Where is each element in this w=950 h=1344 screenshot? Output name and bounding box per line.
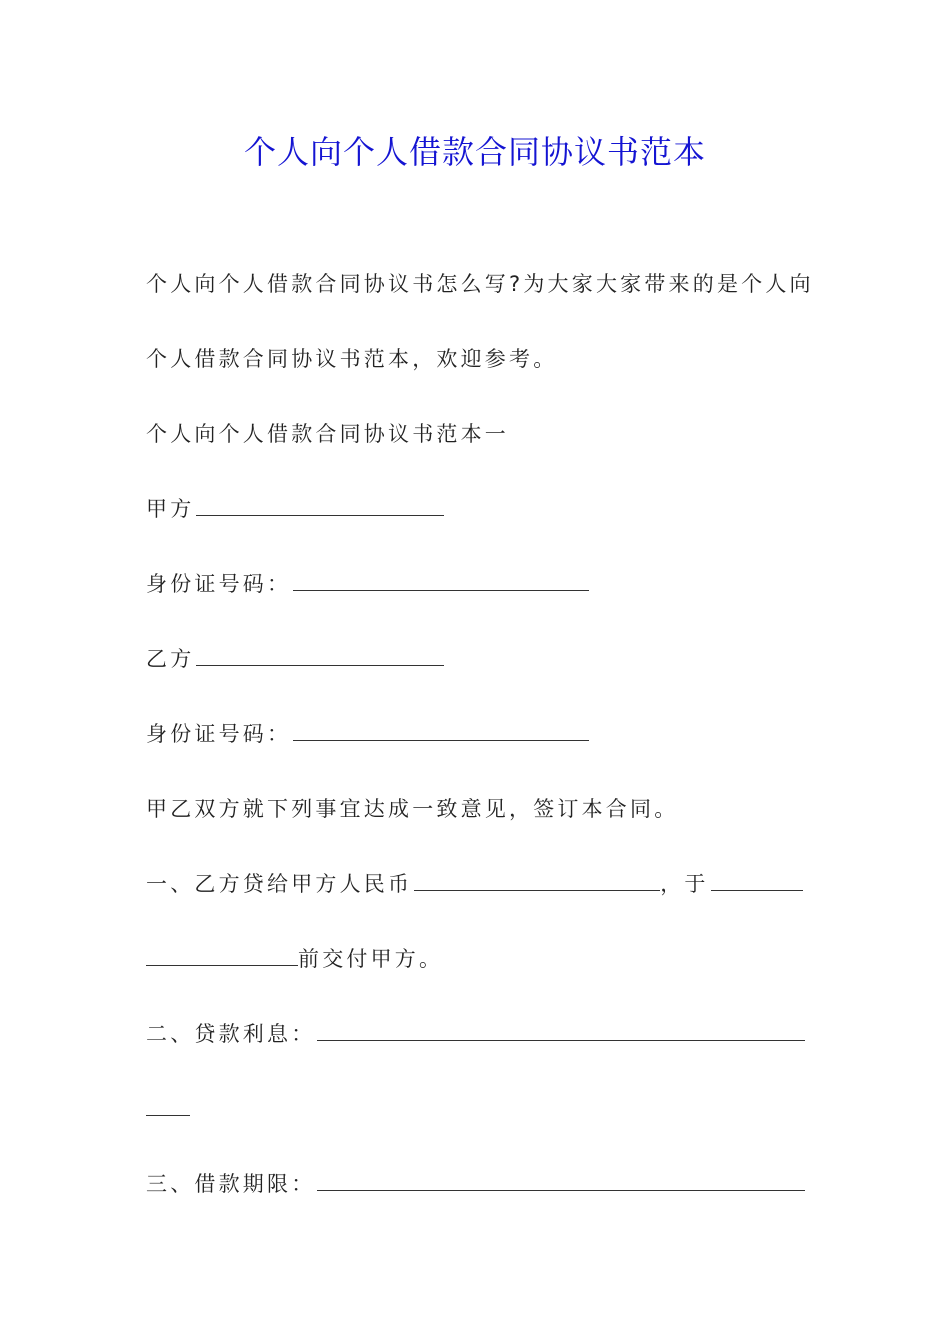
clause-2-row	[146, 1018, 808, 1050]
clause-2-continued-row	[146, 1093, 808, 1125]
id-b-blank	[293, 718, 589, 741]
id-a-label: 身份证号码：	[146, 572, 292, 596]
section-heading: 个人向个人借款合同协议书范本一	[146, 422, 509, 446]
id-b-label: 身份证号码：	[146, 722, 292, 746]
party-b-blank	[196, 643, 444, 666]
clause-1-suffix: 前交付甲方。	[298, 947, 444, 971]
id-a-blank	[293, 568, 589, 591]
clause-1-continued-row	[146, 943, 808, 975]
party-b-label: 乙方	[146, 647, 195, 671]
document-title: 个人向个人借款合同协议书范本	[243, 133, 706, 171]
intro-line-1: 个人向个人借款合同协议书怎么写?为大家大家带来的是个人向	[146, 272, 814, 296]
clause-3-label: 三、借款期限：	[146, 1172, 316, 1196]
clause-1-mid: ，于	[660, 872, 709, 896]
clause-1-row	[146, 868, 808, 900]
party-a-label: 甲方	[146, 497, 195, 521]
clause-2-label: 二、贷款利息：	[146, 1022, 316, 1046]
party-a-blank	[196, 493, 444, 516]
clause-1-date-blank-end	[146, 943, 298, 966]
clause-1-prefix: 一、乙方贷给甲方人民币	[146, 872, 413, 896]
clause-3-blank	[317, 1168, 805, 1191]
intro-line-2: 个人借款合同协议书范本，欢迎参考。	[146, 347, 558, 371]
clause-2-blank-end	[146, 1093, 190, 1116]
id-b-row	[146, 718, 808, 750]
clause-3-row	[146, 1168, 808, 1200]
clause-1-date-blank-start	[711, 868, 803, 891]
id-a-row	[146, 568, 808, 600]
clause-1-amount-blank	[414, 868, 660, 891]
agreement-statement: 甲乙双方就下列事宜达成一致意见，签订本合同。	[146, 797, 679, 821]
clause-2-blank	[317, 1018, 805, 1041]
party-b-row	[146, 643, 808, 675]
party-a-row	[146, 493, 808, 525]
